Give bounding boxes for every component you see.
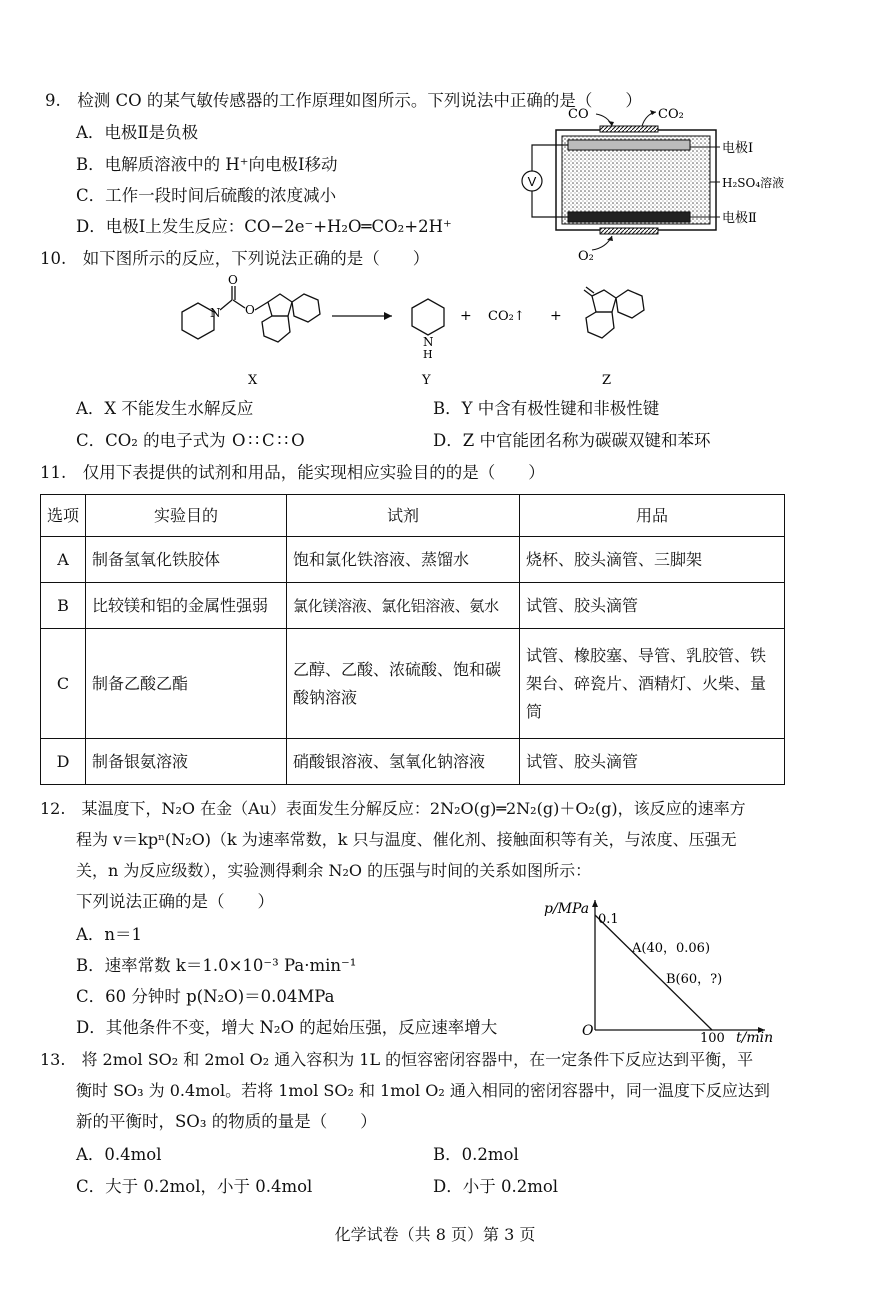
q13-line1: 13. 将 2mol SO₂ 和 2mol O₂ 通入容积为 1L 的恒容密闭容器中，在一定条件下反应达到平衡，平 [40, 1050, 754, 1069]
q9-option-a: A．电极Ⅱ是负极 [76, 123, 199, 142]
o2-label: O₂ [578, 249, 594, 264]
q11-table [40, 494, 785, 785]
table-row [41, 739, 785, 785]
table-header-row [41, 495, 785, 537]
q10-option-c: C．CO₂ 的电子式为 [76, 431, 226, 450]
q12-option-b: B．速率常数 k＝1.0×10⁻³ Pa·min⁻¹ [76, 956, 357, 975]
co2-label: CO₂ [658, 107, 684, 122]
row-b-purpose: 比较镁和铝的金属性强弱 [86, 583, 287, 629]
graph-y-label: p/MPa [544, 901, 590, 917]
row-a-reagents: 饱和氯化铁溶液、蒸馏水 [287, 537, 520, 583]
q12-line4: 下列说法正确的是（ ） [76, 892, 274, 911]
q12-line1: 12. 某温度下，N₂O 在金（Au）表面发生分解反应：2N₂O(g)═2N₂(g)＋O₂(g)，该反应的速率方 [40, 799, 746, 818]
q9-option-d: D．电极Ⅰ上发生反应：CO−2e⁻+H₂O═CO₂+2H⁺ [76, 217, 452, 236]
graph-origin: O [582, 1023, 594, 1039]
q13-option-b: B．0.2mol [433, 1145, 519, 1164]
q13-option-d: D．小于 0.2mol [433, 1177, 559, 1196]
page-footer: 化学试卷（共 8 页）第 3 页 [334, 1225, 536, 1244]
voltmeter-label: V [527, 174, 537, 189]
y-n-atom: N [423, 335, 434, 349]
row-c-purpose: 制备乙酸乙酯 [86, 629, 287, 739]
compound-x-label: X [248, 373, 258, 388]
compound-z-label: Z [602, 373, 612, 388]
q12-option-d: D．其他条件不变，增大 N₂O 的起始压强，反应速率增大 [76, 1018, 498, 1037]
x-carbonyl-o: O [228, 273, 238, 287]
q11-stem: 11. 仅用下表提供的试剂和用品，能实现相应实验目的的是（ ） [40, 463, 545, 482]
q9-sensor-diagram [520, 102, 800, 267]
q13-line3: 新的平衡时，SO₃ 的物质的量是（ ） [76, 1112, 377, 1131]
row-a-equipment: 烧杯、胶头滴管、三脚架 [520, 537, 785, 583]
q10-stem: 10. 如下图所示的反应，下列说法正确的是（ ） [40, 249, 430, 268]
row-d-equipment: 试管、胶头滴管 [520, 739, 785, 785]
header-reagents: 试剂 [287, 495, 520, 537]
q9-option-b: B．电解质溶液中的 H⁺向电极Ⅰ移动 [76, 155, 338, 174]
solution-label: H₂SO₄溶液 [722, 176, 785, 190]
q12-option-c: C．60 分钟时 p(N₂O)＝0.04MPa [76, 987, 335, 1006]
q12-line3: 关，n 为反应级数），实验测得剩余 N₂O 的压强与时间的关系如图所示： [76, 861, 592, 880]
electrode2-label: 电极Ⅱ [722, 211, 757, 226]
q9-stem: 9. 检测 CO 的某气敏传感器的工作原理如图所示。下列说法中正确的是（ ） [45, 91, 642, 110]
q12-pressure-time-graph [540, 895, 780, 1045]
table-row [41, 537, 785, 583]
row-d-option: D [41, 739, 86, 785]
compound-y-label: Y [422, 373, 431, 388]
header-equipment: 用品 [520, 495, 785, 537]
table-row [41, 629, 785, 739]
header-purpose: 实验目的 [86, 495, 287, 537]
row-c-equipment: 试管、橡胶塞、导管、乳胶管、铁架台、碎瓷片、酒精灯、火柴、量筒 [520, 629, 785, 739]
co2-electron-formula: O∷C∷O [232, 431, 308, 450]
q9-option-c: C．工作一段时间后硫酸的浓度减小 [76, 186, 337, 205]
row-b-equipment: 试管、胶头滴管 [520, 583, 785, 629]
plus-sign-1: + [460, 308, 472, 324]
q12-option-a: A．n＝1 [76, 925, 143, 944]
q13-line2: 衡时 SO₃ 为 0.4mol。若将 1mol SO₂ 和 1mol O₂ 通入相同的密闭容器中，同一温度下反应达到 [76, 1081, 770, 1100]
graph-point-b: B(60，?) [666, 972, 723, 987]
q12-line2: 程为 v＝kpⁿ(N₂O)（k 为速率常数，k 只与温度、催化剂、接触面积等有关，与浓度、压强无 [76, 830, 737, 849]
q10-reaction-scheme [160, 272, 680, 392]
q10-option-a: A．X 不能发生水解反应 [76, 399, 254, 418]
header-option: 选项 [41, 495, 86, 537]
co2-product: CO₂↑ [488, 309, 525, 324]
row-b-option: B [41, 583, 86, 629]
table-row [41, 583, 785, 629]
graph-point-a: A(40，0.06) [632, 941, 711, 956]
q13-option-a: A．0.4mol [76, 1145, 162, 1164]
row-c-option: C [41, 629, 86, 739]
graph-x-end: 100 [700, 1031, 725, 1045]
y-h-atom: H [423, 348, 433, 361]
electrode1-label: 电极Ⅰ [722, 141, 754, 156]
row-d-reagents: 硝酸银溶液、氢氧化钠溶液 [287, 739, 520, 785]
row-d-purpose: 制备银氨溶液 [86, 739, 287, 785]
row-c-reagents: 乙醇、乙酸、浓硫酸、饱和碳酸钠溶液 [287, 629, 520, 739]
q10-option-d: D．Z 中官能团名称为碳碳双键和苯环 [433, 431, 711, 450]
q10-option-b: B．Y 中含有极性键和非极性键 [433, 399, 660, 418]
co-label: CO [568, 107, 589, 122]
graph-x-label: t/min [736, 1030, 774, 1045]
plus-sign-2: + [550, 308, 562, 324]
row-a-option: A [41, 537, 86, 583]
row-a-purpose: 制备氢氧化铁胶体 [86, 537, 287, 583]
q13-option-c: C．大于 0.2mol，小于 0.4mol [76, 1177, 313, 1196]
x-ester-o: O [245, 303, 255, 317]
row-b-reagents: 氯化镁溶液、氯化铝溶液、氨水 [287, 583, 520, 629]
x-n-atom: N [210, 306, 221, 320]
graph-y0-label: 0.1 [598, 912, 619, 927]
